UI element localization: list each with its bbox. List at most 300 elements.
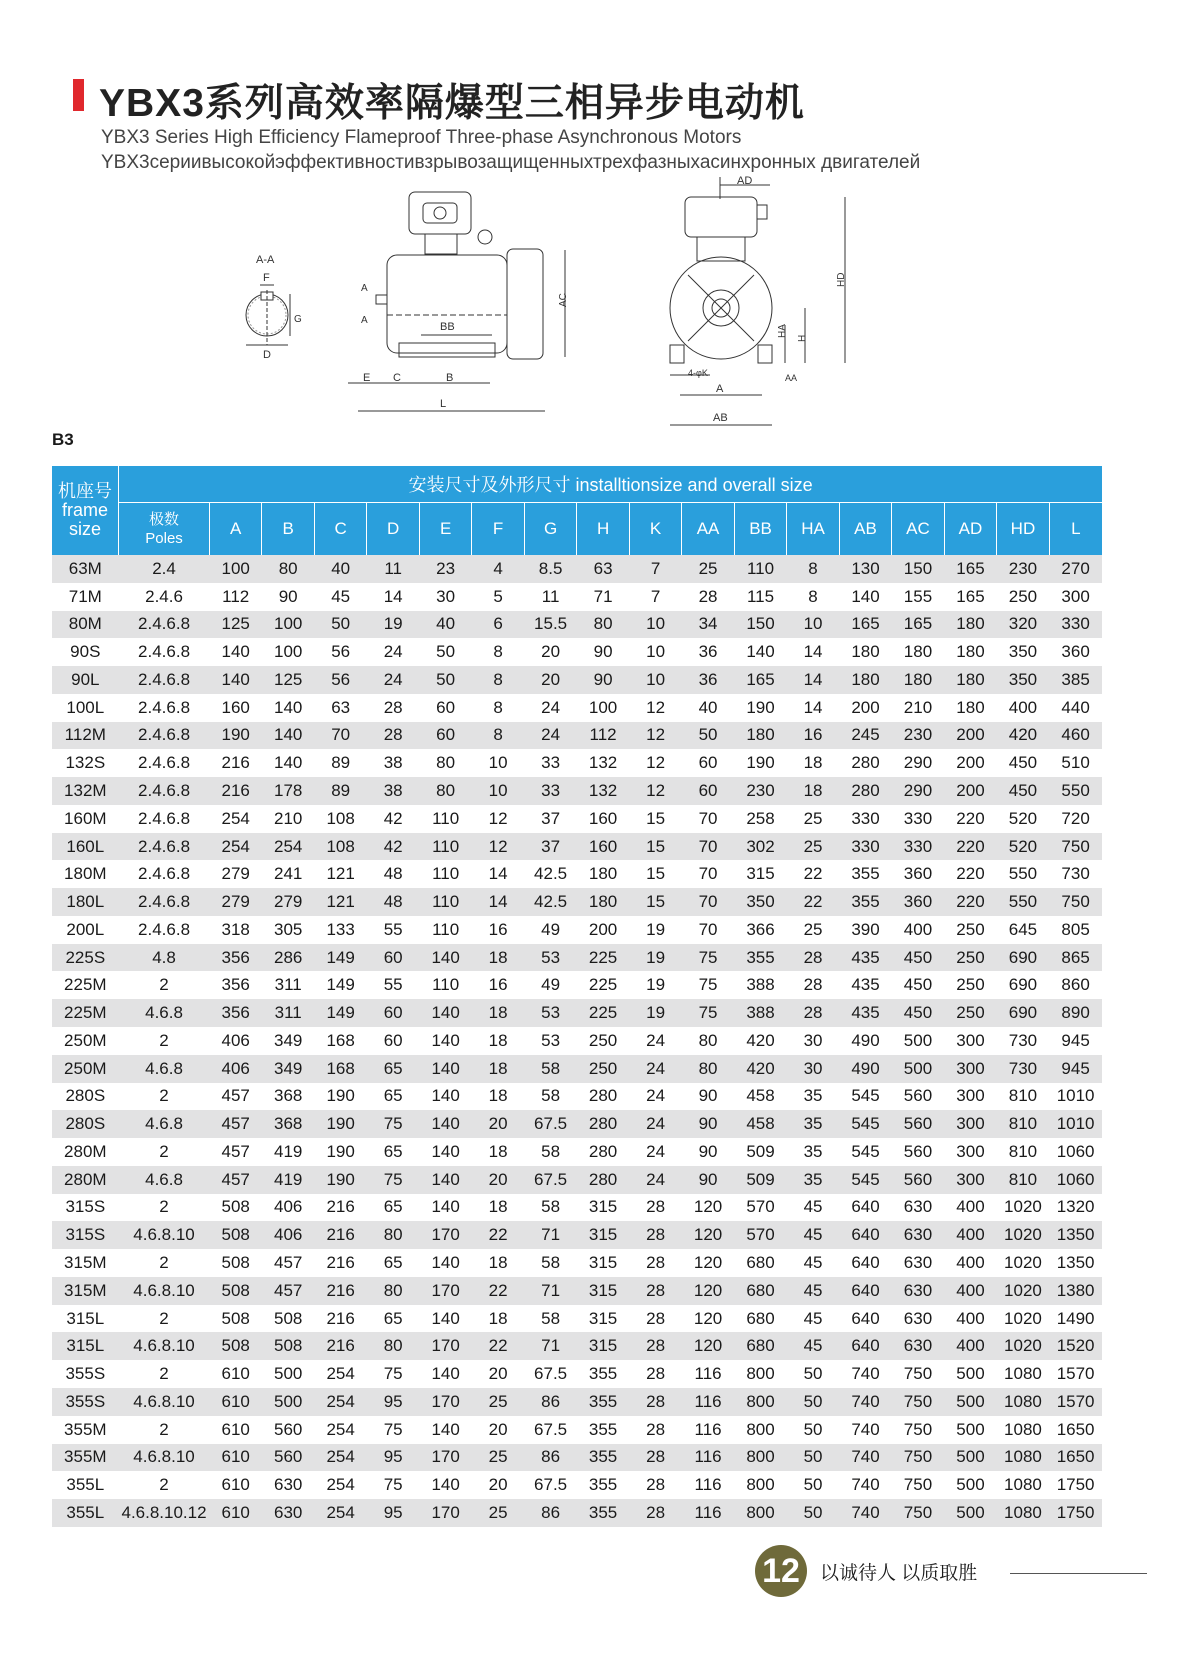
dimension-cell: 508 xyxy=(209,1221,261,1249)
dimension-cell: 945 xyxy=(1049,1055,1102,1083)
dimension-cell: 570 xyxy=(734,1194,786,1222)
dimension-cell: 40 xyxy=(314,555,366,583)
table-row xyxy=(52,1332,1102,1360)
poles-cell: 2 xyxy=(119,1083,210,1111)
dimension-cell: 34 xyxy=(682,611,734,639)
column-header: C xyxy=(314,503,366,556)
dimension-cell: 116 xyxy=(682,1444,734,1472)
dimension-cell: 560 xyxy=(262,1416,314,1444)
dimension-cell: 800 xyxy=(734,1416,786,1444)
dimension-cell: 58 xyxy=(524,1194,576,1222)
poles-cell: 2 xyxy=(119,1027,210,1055)
dimension-cell: 1060 xyxy=(1049,1166,1102,1194)
dimension-cell: 45 xyxy=(314,583,366,611)
dimension-cell: 406 xyxy=(209,1027,261,1055)
dimension-cell: 28 xyxy=(682,583,734,611)
dimension-cell: 20 xyxy=(472,1110,524,1138)
dimension-cell: 805 xyxy=(1049,916,1102,944)
dimension-cell: 570 xyxy=(734,1221,786,1249)
dimension-cell: 250 xyxy=(944,944,996,972)
dimension-cell: 302 xyxy=(734,833,786,861)
dimension-cell: 18 xyxy=(472,999,524,1027)
dimension-cell: 19 xyxy=(367,611,419,639)
dimension-cell: 100 xyxy=(262,638,314,666)
dimension-cell: 510 xyxy=(1049,749,1102,777)
dimension-cell: 560 xyxy=(892,1110,944,1138)
column-header: H xyxy=(577,503,629,556)
dimension-cell: 80 xyxy=(262,555,314,583)
frame-size-cell: 355S xyxy=(52,1388,119,1416)
dimension-cell: 25 xyxy=(787,833,839,861)
dimension-cell: 355 xyxy=(577,1360,629,1388)
dimension-cell: 90 xyxy=(682,1138,734,1166)
dimension-cell: 355 xyxy=(839,860,891,888)
dimension-cell: 50 xyxy=(787,1416,839,1444)
dimension-cell: 490 xyxy=(839,1027,891,1055)
dimension-cell: 290 xyxy=(892,777,944,805)
dimension-cell: 560 xyxy=(892,1083,944,1111)
dimension-cell: 640 xyxy=(839,1221,891,1249)
dimension-cell: 11 xyxy=(524,583,576,611)
table-row xyxy=(52,1221,1102,1249)
dimension-cell: 71 xyxy=(524,1221,576,1249)
dimension-cell: 500 xyxy=(892,1027,944,1055)
dimension-cell: 200 xyxy=(944,777,996,805)
dimension-cell: 90 xyxy=(682,1110,734,1138)
dimension-cell: 610 xyxy=(209,1388,261,1416)
dimension-cell: 28 xyxy=(629,1249,681,1277)
dimension-cell: 349 xyxy=(262,1055,314,1083)
dimension-cell: 800 xyxy=(734,1360,786,1388)
dimension-cell: 254 xyxy=(262,833,314,861)
dimension-cell: 45 xyxy=(787,1249,839,1277)
column-header: G xyxy=(524,503,576,556)
dimension-cell: 80 xyxy=(419,777,471,805)
dimension-cell: 15.5 xyxy=(524,611,576,639)
dimension-cell: 200 xyxy=(944,722,996,750)
dimension-cell: 25 xyxy=(472,1444,524,1472)
dimension-cell: 116 xyxy=(682,1471,734,1499)
table-row xyxy=(52,583,1102,611)
dimension-cell: 190 xyxy=(314,1166,366,1194)
dimension-cell: 65 xyxy=(367,1249,419,1277)
dimension-cell: 140 xyxy=(419,1138,471,1166)
frame-size-cell: 280M xyxy=(52,1166,119,1194)
dimension-cell: 14 xyxy=(472,888,524,916)
dimension-cell: 56 xyxy=(314,666,366,694)
dimension-cell: 35 xyxy=(787,1166,839,1194)
dimension-cell: 110 xyxy=(419,805,471,833)
dimension-cell: 18 xyxy=(472,1055,524,1083)
dimension-cell: 22 xyxy=(787,888,839,916)
dimension-cell: 315 xyxy=(577,1194,629,1222)
dimension-cell: 640 xyxy=(839,1194,891,1222)
dimension-cell: 49 xyxy=(524,971,576,999)
dimension-cell: 24 xyxy=(629,1138,681,1166)
table-row xyxy=(52,971,1102,999)
poles-cell: 4.6.8 xyxy=(119,999,210,1027)
dimension-cell: 80 xyxy=(367,1332,419,1360)
dimension-cell: 75 xyxy=(682,944,734,972)
dimension-cell: 140 xyxy=(419,1027,471,1055)
frame-size-cell: 280M xyxy=(52,1138,119,1166)
table-row xyxy=(52,1388,1102,1416)
dimension-cell: 180 xyxy=(734,722,786,750)
dimension-cell: 50 xyxy=(787,1360,839,1388)
dimension-cell: 70 xyxy=(682,833,734,861)
table-row xyxy=(52,1471,1102,1499)
dimension-cell: 180 xyxy=(944,666,996,694)
dimension-cell: 140 xyxy=(419,1083,471,1111)
dimension-cell: 67.5 xyxy=(524,1166,576,1194)
dimension-cell: 210 xyxy=(892,694,944,722)
dimension-cell: 18 xyxy=(472,1027,524,1055)
frame-size-cell: 355M xyxy=(52,1444,119,1472)
dimension-cell: 25 xyxy=(472,1388,524,1416)
dimension-cell: 330 xyxy=(1049,611,1102,639)
dimension-cell: 125 xyxy=(262,666,314,694)
column-header: AB xyxy=(839,503,891,556)
dimension-cell: 133 xyxy=(314,916,366,944)
poles-cell: 2.4.6.8 xyxy=(119,666,210,694)
table-row xyxy=(52,638,1102,666)
dimension-cell: 65 xyxy=(367,1194,419,1222)
dimension-cell: 385 xyxy=(1049,666,1102,694)
dimension-cell: 315 xyxy=(577,1221,629,1249)
dimension-cell: 24 xyxy=(629,1166,681,1194)
dimension-cell: 95 xyxy=(367,1388,419,1416)
dimension-cell: 640 xyxy=(839,1277,891,1305)
dimension-cell: 419 xyxy=(262,1138,314,1166)
dimension-cell: 500 xyxy=(944,1388,996,1416)
frame-size-cell: 225M xyxy=(52,999,119,1027)
dimension-cell: 120 xyxy=(682,1194,734,1222)
dimension-cell: 500 xyxy=(944,1444,996,1472)
dimension-cell: 220 xyxy=(944,833,996,861)
dimension-cell: 1380 xyxy=(1049,1277,1102,1305)
dimension-cell: 24 xyxy=(629,1027,681,1055)
dimension-cell: 290 xyxy=(892,749,944,777)
dimension-cell: 165 xyxy=(944,555,996,583)
dim-label-h: H xyxy=(797,334,808,342)
dimension-cell: 40 xyxy=(419,611,471,639)
dimension-cell: 220 xyxy=(944,805,996,833)
dimension-cell: 170 xyxy=(419,1444,471,1472)
dimension-cell: 60 xyxy=(419,722,471,750)
dimension-cell: 149 xyxy=(314,971,366,999)
dimension-cell: 90 xyxy=(682,1166,734,1194)
dimension-cell: 356 xyxy=(209,999,261,1027)
frame-size-cell: 180M xyxy=(52,860,119,888)
dimension-cell: 1010 xyxy=(1049,1110,1102,1138)
dim-label-a1-top: A xyxy=(361,283,368,294)
dimension-cell: 216 xyxy=(314,1221,366,1249)
dimension-cell: 180 xyxy=(839,666,891,694)
dimension-cell: 680 xyxy=(734,1249,786,1277)
dimension-cell: 750 xyxy=(1049,888,1102,916)
dimension-cell: 630 xyxy=(892,1305,944,1333)
dimension-cell: 120 xyxy=(682,1221,734,1249)
dimension-cell: 279 xyxy=(209,860,261,888)
dimension-cell: 241 xyxy=(262,860,314,888)
dimension-cell: 37 xyxy=(524,805,576,833)
dimension-cell: 20 xyxy=(524,638,576,666)
dimension-cell: 16 xyxy=(472,971,524,999)
dimension-cell: 140 xyxy=(839,583,891,611)
dimension-cell: 63 xyxy=(577,555,629,583)
dimension-cell: 400 xyxy=(944,1277,996,1305)
dimension-cell: 1520 xyxy=(1049,1332,1102,1360)
dimension-cell: 45 xyxy=(787,1194,839,1222)
dimension-cell: 630 xyxy=(262,1499,314,1527)
dimension-cell: 24 xyxy=(629,1110,681,1138)
dimension-cell: 35 xyxy=(787,1138,839,1166)
dimension-cell: 7 xyxy=(629,583,681,611)
dimension-cell: 545 xyxy=(839,1138,891,1166)
poles-cell: 4.6.8 xyxy=(119,1166,210,1194)
table-row xyxy=(52,1055,1102,1083)
dimension-cell: 1060 xyxy=(1049,1138,1102,1166)
table-row xyxy=(52,999,1102,1027)
dimension-cell: 406 xyxy=(262,1221,314,1249)
dimension-cell: 1080 xyxy=(997,1416,1049,1444)
dimension-cell: 60 xyxy=(367,999,419,1027)
dimension-cell: 149 xyxy=(314,999,366,1027)
dimension-cell: 750 xyxy=(892,1416,944,1444)
dimension-cell: 42.5 xyxy=(524,860,576,888)
dimension-cell: 419 xyxy=(262,1166,314,1194)
dimension-cell: 750 xyxy=(892,1388,944,1416)
dimension-cell: 12 xyxy=(472,805,524,833)
dimension-cell: 75 xyxy=(367,1110,419,1138)
dimension-cell: 33 xyxy=(524,749,576,777)
dimension-cell: 250 xyxy=(997,583,1049,611)
dimension-cell: 230 xyxy=(892,722,944,750)
frame-size-cell: 355S xyxy=(52,1360,119,1388)
dimension-cell: 630 xyxy=(892,1249,944,1277)
dimension-cell: 22 xyxy=(472,1221,524,1249)
dimension-cell: 406 xyxy=(209,1055,261,1083)
page-title: YBX3系列高效率隔爆型三相异步电动机 xyxy=(99,82,805,125)
dimension-cell: 140 xyxy=(734,638,786,666)
dimension-cell: 630 xyxy=(892,1332,944,1360)
poles-cell: 4.6.8.10 xyxy=(119,1277,210,1305)
dimension-cell: 11 xyxy=(367,555,419,583)
mounting-type-label: B3 xyxy=(52,430,74,449)
dimension-cell: 810 xyxy=(997,1110,1049,1138)
dimension-cell: 450 xyxy=(892,971,944,999)
poles-cell: 2.4.6.8 xyxy=(119,805,210,833)
column-header: B xyxy=(262,503,314,556)
dimension-cell: 149 xyxy=(314,944,366,972)
dimension-cell: 60 xyxy=(682,749,734,777)
dimension-cell: 60 xyxy=(682,777,734,805)
dimension-cell: 740 xyxy=(839,1471,891,1499)
dimension-cell: 14 xyxy=(787,638,839,666)
dimension-cell: 50 xyxy=(787,1444,839,1472)
dimension-cell: 690 xyxy=(997,971,1049,999)
column-header: HD xyxy=(997,503,1049,556)
dimension-cell: 150 xyxy=(892,555,944,583)
dimension-cell: 50 xyxy=(787,1388,839,1416)
dimension-cell: 18 xyxy=(472,1138,524,1166)
footer-divider xyxy=(1010,1573,1147,1574)
dimension-cell: 230 xyxy=(734,777,786,805)
column-header: K xyxy=(629,503,681,556)
dimension-cell: 116 xyxy=(682,1388,734,1416)
frame-size-cell: 112M xyxy=(52,722,119,750)
dimension-cell: 945 xyxy=(1049,1027,1102,1055)
dimension-cell: 110 xyxy=(419,833,471,861)
dimension-cell: 500 xyxy=(262,1360,314,1388)
page-subtitle-russian: YBX3сериивысокойэффективностивзрывозащищенныхтрехфазныхасинхронных двигателей xyxy=(101,152,921,173)
dimension-cell: 14 xyxy=(367,583,419,611)
dimension-cell: 58 xyxy=(524,1055,576,1083)
dimension-cell: 356 xyxy=(209,971,261,999)
dimension-cell: 508 xyxy=(262,1332,314,1360)
table-row xyxy=(52,833,1102,861)
dimension-cell: 50 xyxy=(419,666,471,694)
page-number-badge: 12 xyxy=(755,1545,807,1597)
table-row xyxy=(52,1138,1102,1166)
dimension-cell: 12 xyxy=(629,777,681,805)
dimension-cell: 14 xyxy=(472,860,524,888)
dimension-cell: 170 xyxy=(419,1388,471,1416)
dimension-cell: 140 xyxy=(419,999,471,1027)
dimension-cell: 56 xyxy=(314,638,366,666)
dimension-cell: 280 xyxy=(577,1166,629,1194)
dimension-cell: 116 xyxy=(682,1360,734,1388)
dim-label-b: B xyxy=(446,372,454,384)
dimension-cell: 18 xyxy=(472,1305,524,1333)
poles-cell: 2.4.6 xyxy=(119,583,210,611)
dimension-cell: 48 xyxy=(367,860,419,888)
dimension-cell: 270 xyxy=(1049,555,1102,583)
dimension-cell: 1350 xyxy=(1049,1249,1102,1277)
dimension-cell: 110 xyxy=(734,555,786,583)
dimension-cell: 509 xyxy=(734,1138,786,1166)
dimension-cell: 680 xyxy=(734,1305,786,1333)
dimension-cell: 14 xyxy=(787,666,839,694)
dimension-cell: 450 xyxy=(892,999,944,1027)
dimension-cell: 330 xyxy=(839,805,891,833)
dimension-cell: 1080 xyxy=(997,1444,1049,1472)
dimension-cell: 1010 xyxy=(1049,1083,1102,1111)
table-row xyxy=(52,611,1102,639)
dimension-cell: 55 xyxy=(367,916,419,944)
dimension-cell: 60 xyxy=(367,1027,419,1055)
dimension-cell: 45 xyxy=(787,1332,839,1360)
dimension-cell: 8 xyxy=(472,722,524,750)
dimension-cell: 89 xyxy=(314,777,366,805)
dimension-cell: 120 xyxy=(682,1277,734,1305)
dimension-cell: 121 xyxy=(314,860,366,888)
dimension-cell: 22 xyxy=(472,1277,524,1305)
frame-size-cell: 250M xyxy=(52,1055,119,1083)
dimension-cell: 170 xyxy=(419,1332,471,1360)
poles-cell: 2.4.6.8 xyxy=(119,833,210,861)
dimension-cell: 120 xyxy=(682,1305,734,1333)
dimension-cell: 112 xyxy=(577,722,629,750)
dimension-cell: 58 xyxy=(524,1249,576,1277)
dim-label-ha: HA xyxy=(777,324,788,338)
dimension-cell: 508 xyxy=(209,1332,261,1360)
dimension-cell: 457 xyxy=(262,1277,314,1305)
dimension-cell: 800 xyxy=(734,1471,786,1499)
column-header: AD xyxy=(944,503,996,556)
dimension-cell: 19 xyxy=(629,944,681,972)
dimension-cell: 545 xyxy=(839,1083,891,1111)
dimension-cell: 60 xyxy=(367,944,419,972)
table-row xyxy=(52,888,1102,916)
dimension-cell: 110 xyxy=(419,971,471,999)
dimension-cell: 406 xyxy=(262,1194,314,1222)
dimension-cell: 36 xyxy=(682,666,734,694)
frame-size-cell: 355M xyxy=(52,1416,119,1444)
dimension-cell: 180 xyxy=(577,860,629,888)
dimension-cell: 140 xyxy=(419,1055,471,1083)
dimension-cell: 320 xyxy=(997,611,1049,639)
dimension-cell: 130 xyxy=(839,555,891,583)
poles-cell: 4.6.8.10 xyxy=(119,1332,210,1360)
dimension-cell: 28 xyxy=(787,971,839,999)
dimension-cell: 216 xyxy=(209,777,261,805)
dimension-cell: 86 xyxy=(524,1388,576,1416)
dimension-cell: 70 xyxy=(682,860,734,888)
dimension-cell: 286 xyxy=(262,944,314,972)
dimension-cell: 53 xyxy=(524,999,576,1027)
dimension-cell: 180 xyxy=(892,638,944,666)
dimension-cell: 300 xyxy=(944,1083,996,1111)
frame-size-cell: 90S xyxy=(52,638,119,666)
dimension-cell: 311 xyxy=(262,999,314,1027)
dimension-cell: 460 xyxy=(1049,722,1102,750)
dimension-cell: 216 xyxy=(209,749,261,777)
poles-cell: 4.8 xyxy=(119,944,210,972)
dimension-cell: 250 xyxy=(944,999,996,1027)
dimension-cell: 15 xyxy=(629,833,681,861)
dimension-cell: 38 xyxy=(367,777,419,805)
dimension-cell: 25 xyxy=(472,1499,524,1527)
dimension-cell: 45 xyxy=(787,1221,839,1249)
dimension-cell: 12 xyxy=(472,833,524,861)
dimension-cell: 366 xyxy=(734,916,786,944)
dimension-cell: 190 xyxy=(314,1110,366,1138)
dimension-cell: 65 xyxy=(367,1083,419,1111)
dimension-cell: 30 xyxy=(419,583,471,611)
dimension-cell: 58 xyxy=(524,1138,576,1166)
dimension-cell: 35 xyxy=(787,1110,839,1138)
frame-size-cell: 160M xyxy=(52,805,119,833)
dimension-cell: 355 xyxy=(577,1416,629,1444)
dimension-cell: 140 xyxy=(419,1305,471,1333)
dimension-cell: 560 xyxy=(892,1166,944,1194)
dimension-cell: 610 xyxy=(209,1416,261,1444)
dimension-cell: 190 xyxy=(209,722,261,750)
dimension-cell: 740 xyxy=(839,1416,891,1444)
dimension-cell: 350 xyxy=(734,888,786,916)
frame-size-cell: 132S xyxy=(52,749,119,777)
dimension-cell: 368 xyxy=(262,1110,314,1138)
dimension-cell: 400 xyxy=(944,1332,996,1360)
dim-label-l: L xyxy=(440,398,447,410)
poles-cell: 2.4.6.8 xyxy=(119,860,210,888)
dimension-cell: 318 xyxy=(209,916,261,944)
dimension-cell: 28 xyxy=(629,1194,681,1222)
dim-label-f: F xyxy=(263,272,270,284)
dimension-cell: 80 xyxy=(419,749,471,777)
poles-cell: 2 xyxy=(119,971,210,999)
